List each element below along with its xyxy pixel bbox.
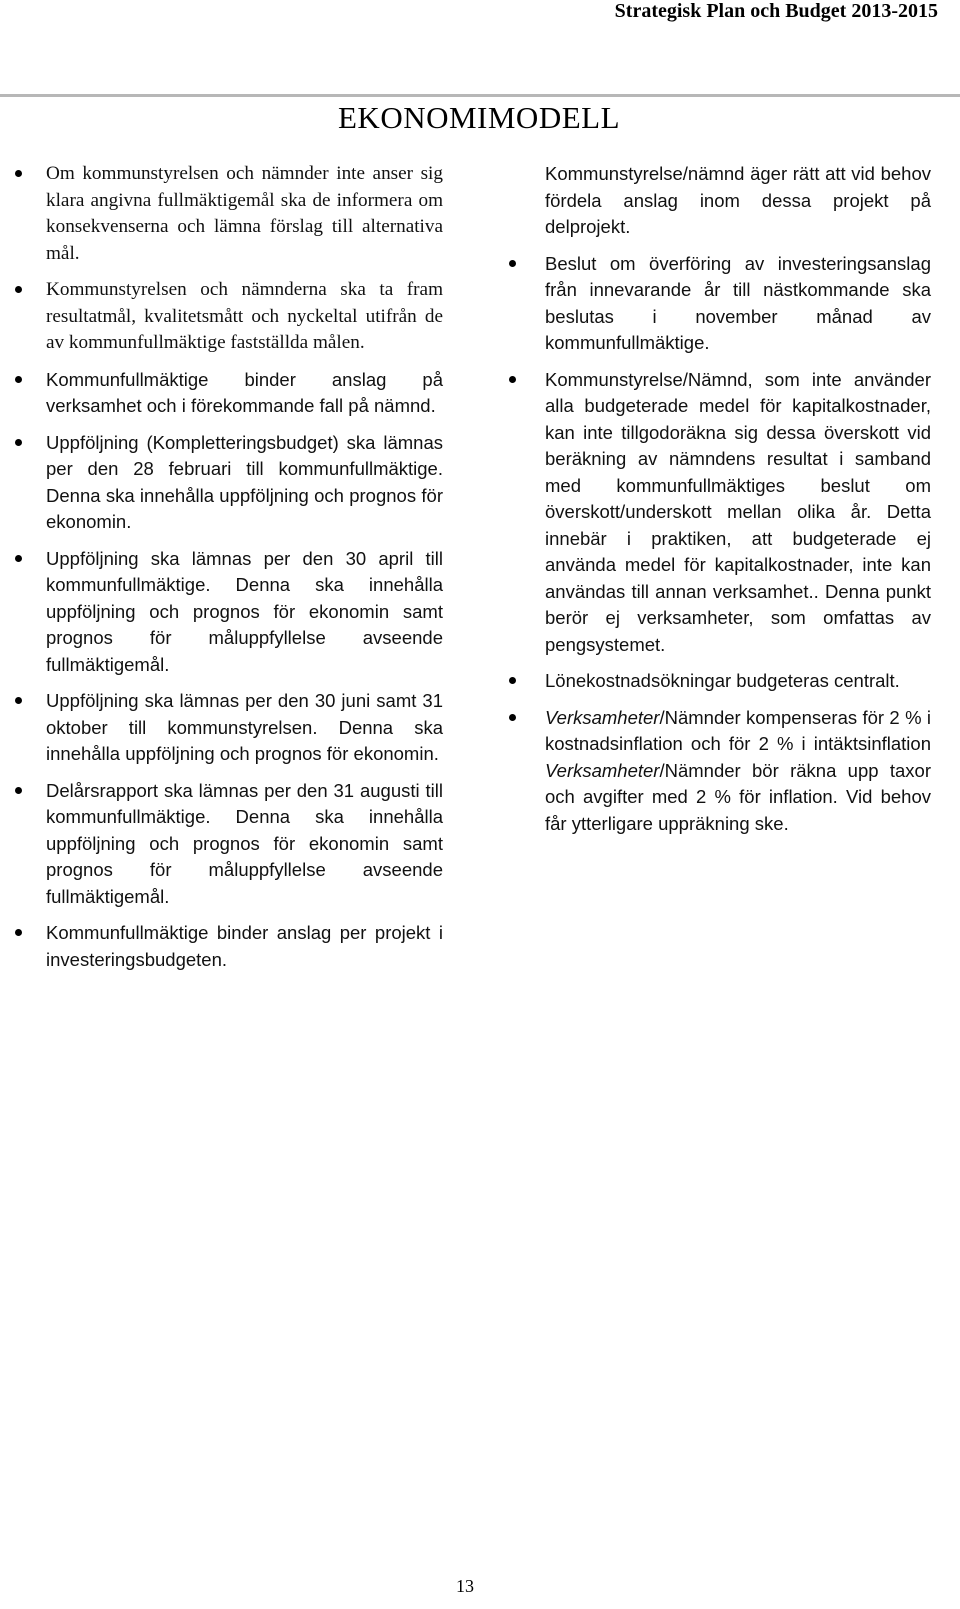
bullet-icon — [509, 376, 516, 383]
italic-term: Verksamheter — [545, 759, 660, 781]
left-column — [15, 161, 443, 983]
list-item-text: Uppföljning (Kompletteringsbudget) ska lämnas per den 28 februari till kommunfullmäktige. Denna ska innehålla uppföljning och prognos för ekonomin. — [46, 431, 443, 532]
list-item — [15, 277, 443, 357]
bullet-icon — [15, 376, 22, 383]
bullet-icon — [15, 439, 22, 446]
list-item-text: Kommunstyrelse/Nämnd, som inte använder alla budgeterade medel för kapitalkostnader, kan inte tillgodoräkna sig dessa överskott vid beräkning av nämndens resultat i samband med kommunfullmäktiges beslut om överskott/underskott mellan olika år. Detta innebär i praktiken, att budgeterade ej använda medel för kapitalkostnader, inte kan användas till annan verksamhet.. Denna punkt berör ej verksamheter, som omfattas av pengsystemet. — [545, 368, 931, 655]
bullet-icon — [509, 260, 516, 267]
list-item-text — [545, 707, 931, 834]
section-title: EKONOMIMODELL — [338, 100, 621, 135]
bullet-icon — [509, 714, 516, 721]
bullet-icon — [15, 555, 22, 562]
list-item-text: Uppföljning ska lämnas per den 30 april till kommunfullmäktige. Denna ska innehålla uppföljning och prognos för ekonomin samt prognos för måluppfyllelse avseende fullmäktigemål. — [46, 547, 443, 675]
bullet-icon — [15, 697, 22, 704]
list-item — [15, 430, 443, 536]
list-item-text: Uppföljning ska lämnas per den 30 juni samt 31 oktober till kommunstyrelsen. Denna ska innehålla uppföljning och prognos för ekonomin. — [46, 690, 443, 764]
list-item — [15, 367, 443, 420]
list-item-text: Beslut om överföring av investeringsanslag från innevarande år till nästkommande ska beslutas i november månad av kommunfullmäktige. — [545, 252, 931, 353]
italic-term: Verksamheter — [545, 706, 660, 728]
bullet-icon — [15, 929, 22, 936]
list-item-text: Kommunfullmäktige binder anslag på verksamhet och i förekommande fall på nämnd. — [46, 368, 443, 416]
list-item-text: Kommunfullmäktige binder anslag per projekt i investeringsbudgeten. — [46, 922, 443, 970]
list-item — [15, 161, 443, 267]
list-item-text: Lönekostnadsökningar budgeteras centralt. — [545, 670, 900, 691]
list-item — [509, 705, 931, 838]
list-item-text-part: /Nämnder kompenseras för 2 % i kostnadsinflation och för 2 % i intäktsinflation — [545, 706, 931, 754]
left-bullet-list — [15, 161, 443, 973]
list-item — [509, 251, 931, 357]
bullet-icon — [15, 170, 22, 177]
list-item — [15, 546, 443, 679]
list-item — [509, 668, 931, 695]
header-divider — [0, 94, 960, 97]
list-item-text-part: /Nämnder bör räkna upp taxor och avgifter med 2 % för inflation. Vid behov får ytterligare uppräkning ske. — [545, 759, 931, 834]
bullet-icon — [15, 787, 22, 794]
list-item-text: Kommunstyrelsen och nämnderna ska ta fram resultatmål, kvalitetsmått och nyckeltal utifrån de av kommunfullmäktige fastställda målen. — [46, 279, 443, 353]
running-header: Strategisk Plan och Budget 2013-2015 — [614, 0, 938, 22]
list-item-text: Delårsrapport ska lämnas per den 31 augusti till kommunfullmäktige. Denna ska innehålla uppföljning och prognos för ekonomin samt prognos för måluppfyllelse avseende fullmäktigemål. — [46, 779, 443, 907]
list-item — [509, 367, 931, 659]
bullet-icon — [15, 286, 22, 293]
list-item-text: Om kommunstyrelsen och nämnder inte anser sig klara angivna fullmäktigemål ska de informera om konsekvenserna och lämna förslag till alternativa mål. — [46, 163, 443, 264]
list-item — [15, 778, 443, 911]
list-item — [15, 920, 443, 973]
right-column — [509, 161, 931, 847]
bullet-icon — [509, 677, 516, 684]
right-bullet-list — [509, 251, 931, 838]
page-number: 13 — [456, 1576, 474, 1596]
continuation-paragraph: Kommunstyrelse/nämnd äger rätt att vid behov fördela anslag inom dessa projekt på delprojekt. — [545, 163, 931, 237]
list-item — [15, 688, 443, 768]
